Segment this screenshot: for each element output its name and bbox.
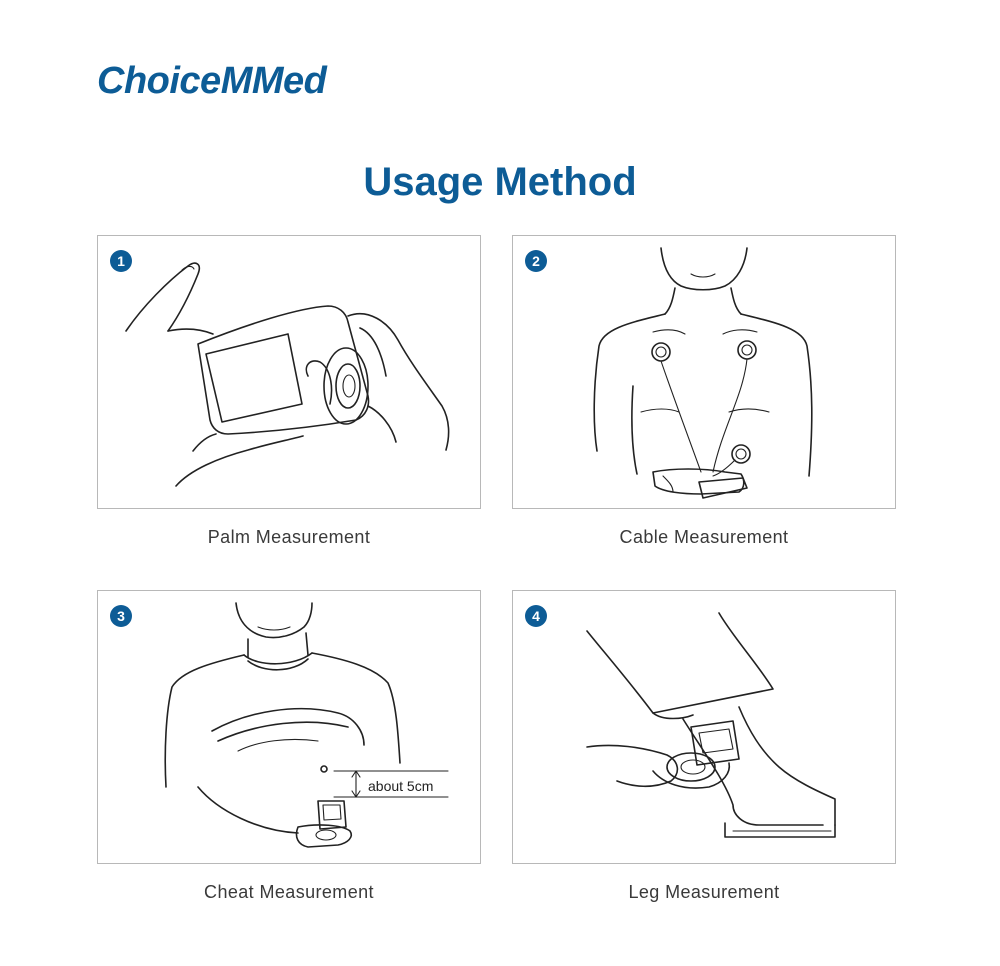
- page-title: Usage Method: [363, 160, 637, 204]
- device-below-chest-icon: [98, 591, 481, 864]
- step-badge: 2: [525, 250, 547, 272]
- panel-palm-measurement: [97, 235, 481, 509]
- step-badge: 3: [110, 605, 132, 627]
- caption-leg-measurement: Leg Measurement: [628, 882, 780, 902]
- distance-annotation: about 5cm: [368, 778, 434, 794]
- panel-cheat-measurement: [97, 590, 481, 864]
- step-badge: 4: [525, 605, 547, 627]
- panel-leg-measurement: [512, 590, 896, 864]
- device-on-leg-icon: [513, 591, 896, 864]
- caption-palm-measurement: Palm Measurement: [207, 527, 371, 547]
- caption-cheat-measurement: Cheat Measurement: [204, 882, 374, 902]
- hand-holding-device-icon: [98, 236, 481, 509]
- step-badge: 1: [110, 250, 132, 272]
- chest-electrodes-icon: [513, 236, 896, 509]
- caption-cable-measurement: Cable Measurement: [619, 527, 789, 547]
- panel-cable-measurement: [512, 235, 896, 509]
- brand-logo: ChoiceMMed: [97, 60, 327, 102]
